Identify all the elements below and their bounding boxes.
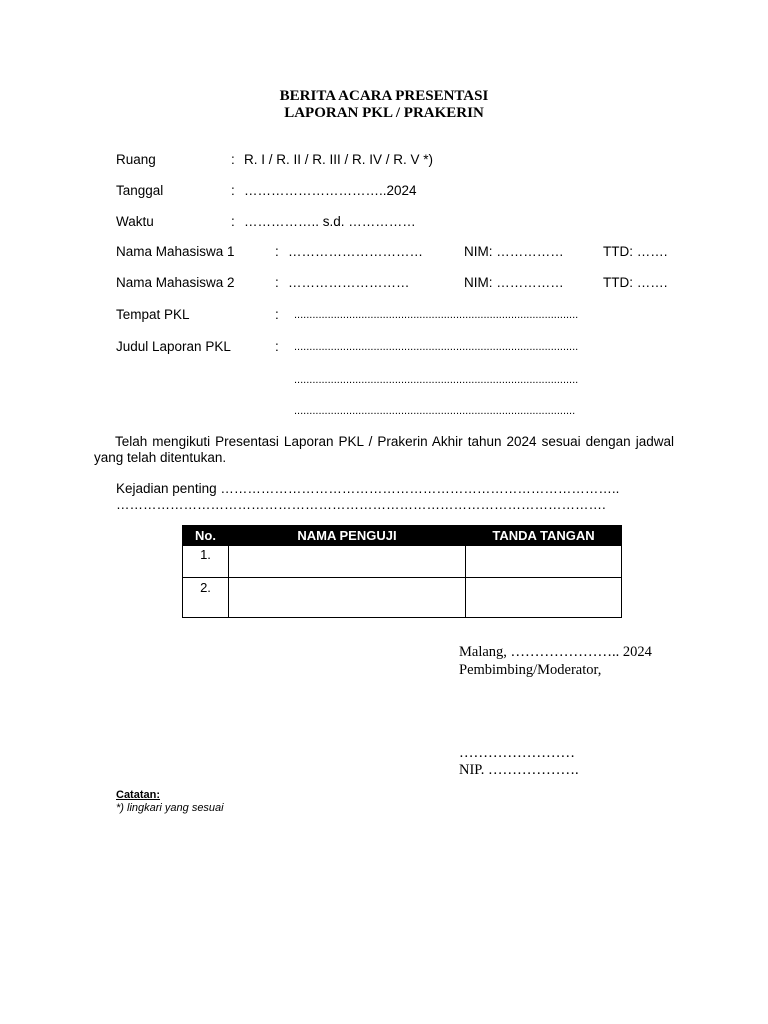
row-nama-penguji	[229, 578, 466, 618]
mahasiswa1-name: …………………………	[288, 244, 423, 259]
signature-nip: NIP. ……………….	[459, 762, 579, 778]
mahasiswa1-nim: NIM: ……………	[464, 244, 564, 259]
row-tanda-tangan	[466, 546, 622, 578]
judul-laporan-line-3: ............................................................................................	[294, 405, 576, 417]
row-nama-penguji	[229, 546, 466, 578]
statement-paragraph	[94, 434, 674, 466]
statement-text: Telah mengikuti Presentasi Laporan PKL / Prakerin Akhir tahun 2024 sesuai dengan jadwal yang telah ditentukan.	[94, 434, 674, 465]
mahasiswa2-colon: :	[275, 275, 279, 290]
waktu-value: …………….. s.d. ……………	[244, 214, 416, 229]
signature-place-date: Malang, ………………….. 2024	[459, 644, 652, 660]
notes-text: *) lingkari yang sesuai	[116, 802, 224, 814]
judul-laporan-line-2: .............................................................................................	[294, 374, 579, 386]
judul-laporan-line-1: .............................................................................................	[294, 341, 579, 353]
tanggal-value: …………………………..2024	[244, 183, 417, 198]
kejadian-line-2: ……………………………………………………………………………………………….	[116, 497, 606, 512]
header-no: No.	[183, 526, 229, 546]
signature-role: Pembimbing/Moderator,	[459, 662, 602, 678]
judul-laporan-colon: :	[275, 339, 279, 354]
penguji-table	[182, 525, 622, 618]
tempat-pkl-colon: :	[275, 307, 279, 322]
row-no: 1.	[183, 546, 229, 578]
table-header-row	[183, 526, 622, 546]
header-tanda-tangan: TANDA TANGAN	[466, 526, 622, 546]
mahasiswa2-label: Nama Mahasiswa 2	[116, 275, 235, 290]
mahasiswa1-label: Nama Mahasiswa 1	[116, 244, 235, 259]
signature-name-line: ……………………	[459, 745, 575, 761]
ruang-label: Ruang	[116, 152, 156, 167]
judul-laporan-label: Judul Laporan PKL	[116, 339, 231, 354]
ruang-colon: :	[231, 152, 235, 167]
mahasiswa1-colon: :	[275, 244, 279, 259]
tanggal-colon: :	[231, 183, 235, 198]
row-tanda-tangan	[466, 578, 622, 618]
table-row	[183, 578, 622, 618]
row-no: 2.	[183, 578, 229, 618]
mahasiswa1-ttd: TTD: …….	[603, 244, 668, 259]
waktu-label: Waktu	[116, 214, 154, 229]
document-title-line2: LAPORAN PKL / PRAKERIN	[284, 105, 484, 121]
tempat-pkl-label: Tempat PKL	[116, 307, 190, 322]
mahasiswa2-ttd: TTD: …….	[603, 275, 668, 290]
mahasiswa2-name: ………………………	[288, 275, 410, 290]
kejadian-line-1: Kejadian penting ……………………………………………………………………………..	[116, 481, 620, 496]
ruang-options: R. I / R. II / R. III / R. IV / R. V *)	[244, 152, 434, 167]
waktu-colon: :	[231, 214, 235, 229]
table-row	[183, 546, 622, 578]
mahasiswa2-nim: NIM: ……………	[464, 275, 564, 290]
tempat-pkl-value: .............................................................................................	[294, 309, 579, 321]
document-title-line1: BERITA ACARA PRESENTASI	[279, 88, 489, 104]
notes-heading: Catatan:	[116, 789, 161, 801]
tanggal-label: Tanggal	[116, 183, 164, 198]
header-nama-penguji: NAMA PENGUJI	[229, 526, 466, 546]
